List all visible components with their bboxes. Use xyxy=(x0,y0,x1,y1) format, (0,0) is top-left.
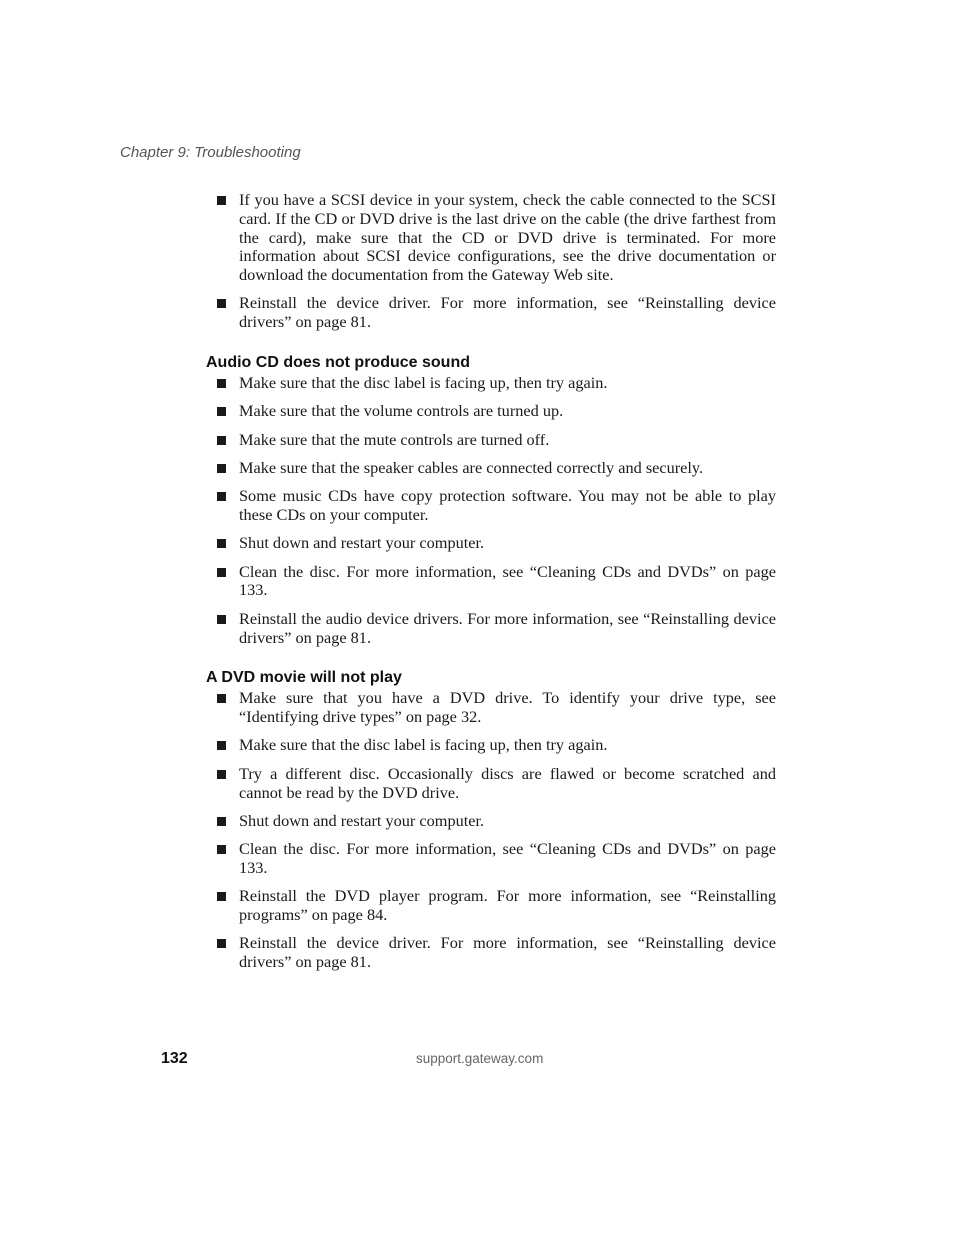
intro-list xyxy=(206,191,776,332)
list-item-text: Some music CDs have copy protection software. You may not be able to play these CDs on your computer. xyxy=(239,486,776,525)
square-bullet-icon xyxy=(217,379,226,388)
page-content xyxy=(206,191,776,981)
dvd-movie-list xyxy=(206,689,776,972)
square-bullet-icon xyxy=(217,299,226,308)
list-item xyxy=(206,610,776,648)
list-item-text: Make sure that the disc label is facing up, then try again. xyxy=(239,735,608,755)
list-item xyxy=(206,459,776,478)
list-item xyxy=(206,534,776,553)
list-item xyxy=(206,431,776,450)
list-item-text: Reinstall the DVD player program. For more information, see “Reinstalling programs” on page 84. xyxy=(239,886,776,925)
square-bullet-icon xyxy=(217,817,226,826)
list-item xyxy=(206,812,776,831)
square-bullet-icon xyxy=(217,892,226,901)
square-bullet-icon xyxy=(217,694,226,703)
square-bullet-icon xyxy=(217,568,226,577)
running-head: Chapter 9: Troubleshooting xyxy=(120,144,301,161)
square-bullet-icon xyxy=(217,539,226,548)
list-item-text: Make sure that the disc label is facing up, then try again. xyxy=(239,373,608,393)
square-bullet-icon xyxy=(217,615,226,624)
square-bullet-icon xyxy=(217,407,226,416)
audio-cd-list xyxy=(206,374,776,647)
page-number: 132 xyxy=(161,1050,188,1067)
list-item xyxy=(206,294,776,332)
list-item xyxy=(206,887,776,925)
square-bullet-icon xyxy=(217,196,226,205)
list-item-text: Reinstall the device driver. For more information, see “Reinstalling device drivers” on page 81. xyxy=(239,933,776,972)
list-item xyxy=(206,374,776,393)
square-bullet-icon xyxy=(217,464,226,473)
square-bullet-icon xyxy=(217,939,226,948)
list-item xyxy=(206,487,776,525)
list-item xyxy=(206,840,776,878)
footer-url: support.gateway.com xyxy=(416,1051,544,1066)
list-item-text: Shut down and restart your computer. xyxy=(239,810,485,830)
list-item-text: Clean the disc. For more information, see “Cleaning CDs and DVDs” on page 133. xyxy=(239,839,776,877)
list-item xyxy=(206,191,776,285)
list-item-text: Make sure that the speaker cables are connected correctly and securely. xyxy=(239,457,704,477)
square-bullet-icon xyxy=(217,492,226,501)
list-item xyxy=(206,765,776,803)
list-item-text: Make sure that you have a DVD drive. To identify your drive type, see “Identifying drive types” on page 32. xyxy=(239,688,776,727)
list-item xyxy=(206,563,776,601)
list-item-text: Make sure that the mute controls are turned off. xyxy=(239,429,550,449)
square-bullet-icon xyxy=(217,436,226,445)
list-item-text: Reinstall the audio device drivers. For more information, see “Reinstalling device drivers” on page 81. xyxy=(239,608,776,647)
list-item xyxy=(206,402,776,421)
list-item-text: Make sure that the volume controls are turned up. xyxy=(239,401,564,421)
list-item-text: If you have a SCSI device in your system, check the cable connected to the SCSI card. If the CD or DVD drive is the last drive on the cable (the drive farthest from the card), make sure that the CD or DVD drive is terminated. For more information about SCSI device configurations, see the drive documentation or download the documentation from the Gateway Web site. xyxy=(239,190,776,285)
list-item-text: Try a different disc. Occasionally discs are flawed or become scratched and cannot be read by the DVD drive. xyxy=(239,763,776,802)
list-item-text: Reinstall the device driver. For more information, see “Reinstalling device drivers” on page 81. xyxy=(239,293,776,332)
list-item xyxy=(206,736,776,755)
square-bullet-icon xyxy=(217,770,226,779)
list-item xyxy=(206,689,776,727)
square-bullet-icon xyxy=(217,741,226,750)
section-heading-audio-cd: Audio CD does not produce sound xyxy=(206,354,470,372)
list-item-text: Clean the disc. For more information, see “Cleaning CDs and DVDs” on page 133. xyxy=(239,561,776,600)
list-item xyxy=(206,934,776,972)
list-item-text: Shut down and restart your computer. xyxy=(239,533,485,553)
square-bullet-icon xyxy=(217,845,226,854)
section-heading-dvd-movie: A DVD movie will not play xyxy=(206,669,402,687)
